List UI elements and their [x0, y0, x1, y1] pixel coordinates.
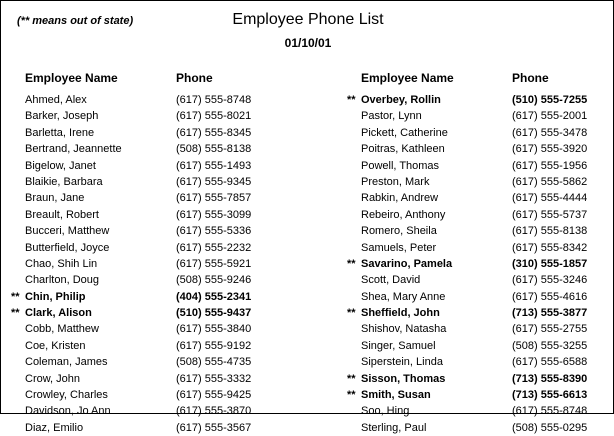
report-date: 01/10/01 [284, 36, 332, 50]
employee-name: Charlton, Doug [25, 274, 99, 287]
employee-name: Smith, Susan [361, 389, 431, 402]
employee-name: Overbey, Rollin [361, 94, 441, 106]
out-of-state-marker: ** [347, 257, 356, 270]
employee-row [361, 240, 606, 256]
employee-phone: (617) 555-3870 [176, 405, 252, 418]
out-of-state-marker: ** [347, 94, 356, 106]
employee-row [361, 125, 606, 141]
employee-phone: (617) 555-9425 [176, 389, 252, 402]
employee-name: Rebeiro, Anthony [361, 208, 446, 221]
employee-phone: (617) 555-3567 [176, 421, 252, 434]
employee-name: Powell, Thomas [361, 159, 440, 172]
employee-row [25, 338, 285, 354]
employee-name: Siperstein, Linda [361, 356, 443, 369]
employee-phone: (310) 555-1857 [512, 257, 588, 270]
employee-name: Bertrand, Jeannette [25, 143, 122, 156]
employee-row [25, 223, 285, 239]
employee-row [25, 403, 285, 419]
employee-row [361, 141, 606, 157]
employee-phone: (617) 555-9345 [176, 175, 252, 188]
employee-row [361, 272, 606, 288]
employee-phone: (508) 555-8138 [176, 143, 252, 156]
employee-phone: (617) 555-2232 [176, 241, 252, 254]
left-name-header: Employee Name [25, 71, 118, 85]
employee-row [361, 420, 606, 436]
employee-name: Soo, Hing [361, 405, 410, 418]
employee-phone: (404) 555-2341 [176, 290, 252, 303]
employee-phone: (617) 555-9192 [176, 339, 252, 352]
employee-row [25, 158, 285, 174]
employee-phone: (617) 555-1956 [512, 159, 588, 172]
employee-phone: (617) 555-3099 [176, 208, 252, 221]
employee-row [25, 174, 285, 190]
employee-name: Diaz, Emilio [25, 421, 84, 434]
employee-phone: (508) 555-3255 [512, 339, 588, 352]
employee-phone: (617) 555-4616 [512, 290, 588, 303]
employee-name: Barker, Joseph [25, 110, 99, 123]
employee-name: Rabkin, Andrew [361, 192, 439, 205]
employee-row [361, 223, 606, 239]
employee-name: Sterling, Paul [361, 421, 427, 434]
employee-row [361, 158, 606, 174]
employee-row [25, 256, 285, 272]
employee-phone: (617) 555-2755 [512, 323, 588, 336]
out-of-state-marker: ** [347, 372, 356, 385]
employee-name: Poitras, Kathleen [361, 143, 445, 156]
employee-name: Shea, Mary Anne [361, 290, 446, 303]
employee-row [361, 289, 606, 305]
employee-phone: (508) 555-0295 [512, 421, 588, 434]
out-of-state-marker: ** [347, 307, 356, 320]
employee-row [25, 387, 285, 403]
employee-phone: (713) 555-3877 [512, 307, 588, 320]
employee-row [25, 240, 285, 256]
employee-phone: (617) 555-3840 [176, 323, 252, 336]
employee-name: Coe, Kristen [25, 339, 86, 352]
employee-phone: (617) 555-3920 [512, 143, 588, 156]
employee-name: Sisson, Thomas [361, 372, 446, 385]
employee-name: Shishov, Natasha [361, 323, 447, 336]
employee-row [347, 256, 606, 272]
right-phone-header: Phone [512, 71, 549, 85]
employee-phone: (617) 555-3332 [176, 372, 252, 385]
employee-name: Chao, Shih Lin [25, 257, 98, 270]
employee-name: Bigelow, Janet [25, 159, 96, 172]
employee-name: Pickett, Catherine [361, 126, 448, 139]
employee-name: Coleman, James [25, 356, 108, 369]
employee-name: Scott, David [361, 274, 421, 287]
employee-name: Breault, Robert [25, 208, 99, 221]
employee-phone: (713) 555-6613 [512, 389, 588, 402]
employee-row [25, 321, 285, 337]
employee-phone: (617) 555-8138 [512, 225, 588, 238]
employee-phone: (617) 555-6588 [512, 356, 588, 369]
out-of-state-marker: ** [11, 290, 20, 303]
employee-name: Romero, Sheila [361, 225, 437, 238]
employee-row [347, 92, 606, 108]
employee-row [361, 207, 606, 223]
employee-row [25, 190, 285, 206]
employee-phone: (617) 555-5737 [512, 208, 588, 221]
employee-name: Blaikie, Barbara [25, 175, 103, 188]
employee-row [361, 338, 606, 354]
employee-row [25, 354, 285, 370]
employee-name: Savarino, Pamela [361, 257, 453, 270]
employee-phone: (617) 555-5336 [176, 225, 252, 238]
employee-phone: (617) 555-8748 [512, 405, 588, 418]
employee-name: Braun, Jane [25, 192, 85, 205]
employee-row [11, 289, 285, 305]
employee-name: Crowley, Charles [25, 389, 108, 402]
employee-phone: (713) 555-8390 [512, 372, 588, 385]
employee-phone: (617) 555-5921 [176, 257, 252, 270]
employee-name: Davidson, Jo Ann [25, 405, 111, 418]
employee-row [347, 387, 606, 403]
employee-phone: (617) 555-2001 [512, 110, 588, 123]
employee-row [25, 420, 285, 436]
employee-phone: (617) 555-4444 [512, 192, 588, 205]
right-employee-list [347, 92, 606, 436]
employee-phone: (617) 555-7857 [176, 192, 252, 205]
employee-name: Ahmed, Alex [25, 94, 87, 106]
employee-name: Chin, Philip [25, 290, 86, 303]
employee-phone: (508) 555-9246 [176, 274, 252, 287]
employee-phone: (617) 555-5862 [512, 175, 588, 188]
employee-row [11, 305, 285, 321]
employee-phone: (617) 555-8342 [512, 241, 588, 254]
employee-row [361, 174, 606, 190]
employee-row [347, 371, 606, 387]
left-phone-header: Phone [176, 71, 213, 85]
employee-phone: (508) 555-4735 [176, 356, 252, 369]
employee-name: Clark, Alison [25, 307, 92, 320]
employee-name: Crow, John [25, 372, 81, 385]
employee-name: Samuels, Peter [361, 241, 437, 254]
out-of-state-marker: ** [11, 307, 20, 320]
employee-phone: (617) 555-3246 [512, 274, 588, 287]
employee-name: Barletta, Irene [25, 126, 95, 139]
employee-row [361, 354, 606, 370]
employee-row [361, 321, 606, 337]
employee-phone: (617) 555-8345 [176, 126, 252, 139]
employee-phone: (617) 555-8021 [176, 110, 252, 123]
employee-row [25, 125, 285, 141]
employee-phone: (617) 555-8748 [176, 94, 252, 106]
employee-phone: (617) 555-3478 [512, 126, 588, 139]
employee-row [25, 141, 285, 157]
employee-name: Bucceri, Matthew [25, 225, 110, 238]
employee-row [361, 190, 606, 206]
employee-row [361, 108, 606, 124]
out-of-state-note: (** means out of state) [17, 15, 134, 27]
employee-row [25, 207, 285, 223]
employee-phone: (510) 555-9437 [176, 307, 252, 320]
right-name-header: Employee Name [361, 71, 454, 85]
employee-phone: (510) 555-7255 [512, 94, 588, 106]
left-employee-list [11, 92, 285, 436]
employee-name: Preston, Mark [361, 175, 430, 188]
report-title: Employee Phone List [232, 11, 384, 28]
employee-name: Singer, Samuel [361, 339, 436, 352]
employee-phone: (617) 555-1493 [176, 159, 252, 172]
employee-name: Butterfield, Joyce [25, 241, 110, 254]
employee-row [25, 108, 285, 124]
employee-row [25, 371, 285, 387]
employee-row [361, 403, 606, 419]
employee-name: Cobb, Matthew [25, 323, 99, 336]
employee-row [25, 272, 285, 288]
employee-row [25, 92, 285, 108]
employee-row [347, 305, 606, 321]
employee-name: Pastor, Lynn [361, 110, 422, 123]
out-of-state-marker: ** [347, 389, 356, 402]
employee-name: Sheffield, John [361, 307, 440, 320]
